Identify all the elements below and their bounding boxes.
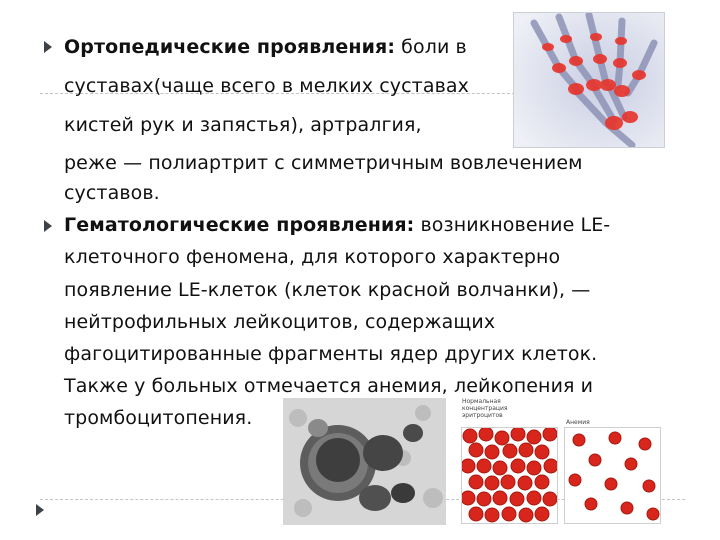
panel-anemia-label: Анемия (566, 419, 590, 426)
anemia-rbc-panel (564, 427, 661, 524)
bullet-arrow-icon (44, 220, 52, 232)
bullet2-line2: клеточного феномена, для которого характерно (64, 246, 561, 268)
bullet2-line7: тромбоцитопения. (64, 407, 253, 429)
panel-normal-label: Нормальная концентрация эритроцитов (462, 398, 508, 419)
bullet1-line1 (64, 35, 467, 59)
bullet1-line4: реже — полиартрит с симметричным вовлечением (64, 152, 583, 174)
bullet2-line4: нейтрофильных лейкоцитов, содержащих (64, 311, 496, 333)
bullet2-line1-text: возникновение LE- (414, 214, 611, 236)
bullet1-line3: кистей рук и запястья), артралгия, (64, 114, 422, 136)
le-cell-micrograph (283, 398, 446, 525)
normal-rbc-panel (461, 427, 558, 524)
bullet1-heading: Ортопедические проявления: (64, 36, 396, 58)
bullet1-line2: суставах(чаще всего в мелких суставах (64, 75, 469, 97)
bullet2-line5: фагоцитированные фрагменты ядер других клеток. (64, 343, 598, 365)
bullet-arrow-icon (44, 41, 52, 53)
bullet2-line3: появление LE-клеток (клеток красной волчанки), — (64, 279, 591, 301)
next-slide-arrow-icon[interactable] (36, 504, 44, 516)
bullet2-line1 (64, 213, 610, 237)
bullet2-heading: Гематологические проявления: (64, 214, 415, 236)
bullet1-line1-text: боли в (395, 36, 467, 58)
hand-xray-image (513, 12, 665, 148)
bullet2-line6: Также у больных отмечается анемия, лейкопения и (64, 375, 594, 397)
bullet1-line5: суставов. (64, 182, 160, 204)
